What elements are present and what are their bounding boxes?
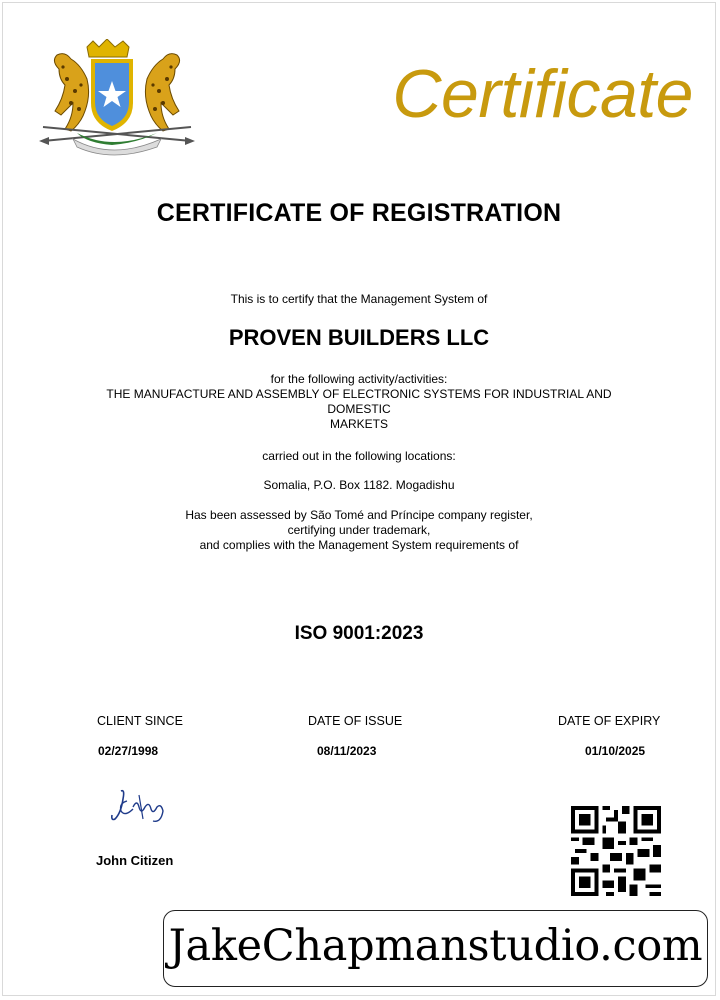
client-since-value: 02/27/1998 [98,744,159,758]
date-of-expiry-label: DATE OF EXPIRY [558,714,661,728]
date-of-issue-value: 08/11/2023 [317,744,377,758]
activity-line: for the following activity/activities: [270,372,448,386]
certificate-heading: Certificate [392,56,693,132]
qr-code-icon [570,806,662,896]
iso-standard: ISO 9001:2023 [294,623,424,644]
watermark-text: JakeChapmanstudio.com [168,921,703,971]
client-since-label: CLIENT SINCE [97,714,183,728]
coat-of-arms-icon [37,39,197,161]
date-of-issue-label: DATE OF ISSUE [308,714,403,728]
signature-icon [103,785,177,829]
assessment-line: and complies with the Management System requirements of [199,538,519,552]
assessment-line: Has been assessed by São Tomé and Príncipe company register, [185,508,533,522]
activity-line: DOMESTIC [327,402,391,416]
company-name: PROVEN BUILDERS LLC [228,325,490,350]
intro-text: This is to certify that the Management System of [230,292,488,306]
certificate-page [2,2,716,996]
activity-line: THE MANUFACTURE AND ASSEMBLY OF ELECTRONIC SYSTEMS FOR INDUSTRIAL AND [106,387,612,401]
date-of-expiry-value: 01/10/2025 [585,744,646,758]
assessment-line: certifying under trademark, [287,523,431,537]
locations-intro: carried out in the following locations: [262,449,456,463]
page-title: CERTIFICATE OF REGISTRATION [156,199,562,227]
watermark-banner [163,910,708,987]
signer-name: John Citizen [96,853,174,868]
location-text: Somalia, P.O. Box 1182. Mogadishu [263,478,455,492]
activity-line: MARKETS [329,417,388,431]
